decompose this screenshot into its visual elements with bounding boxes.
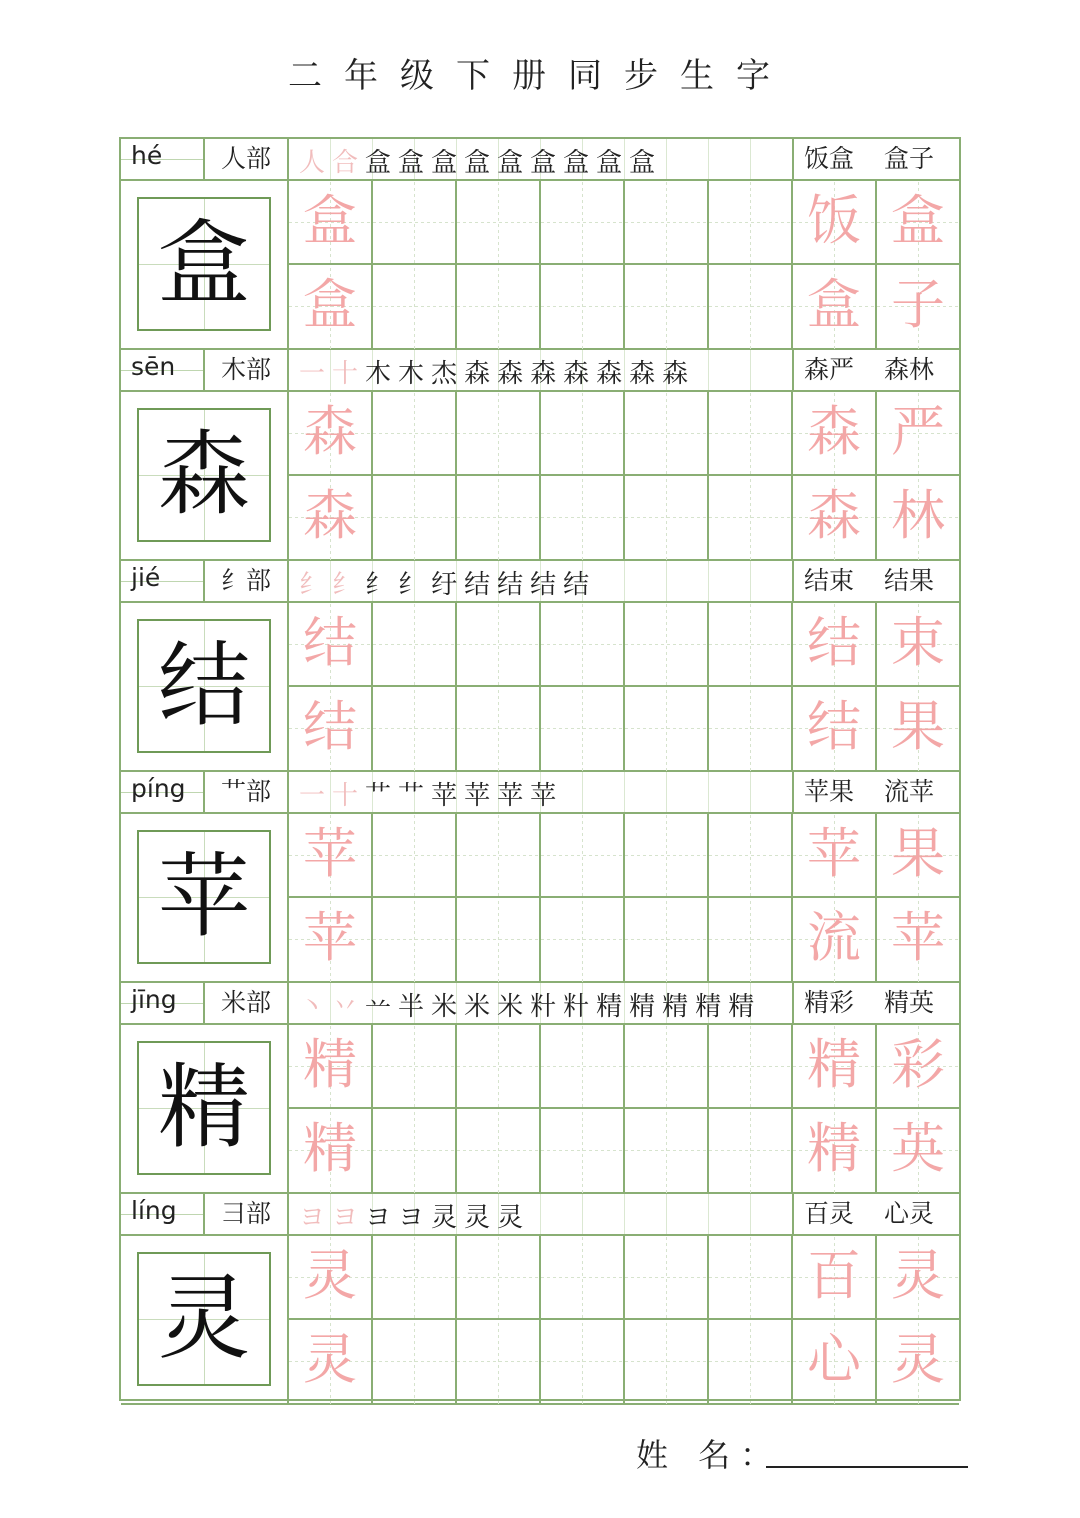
trace-word-character: 苹 <box>891 906 945 969</box>
stroke-step: 灵 <box>464 1203 498 1233</box>
practice-cell[interactable] <box>457 814 541 898</box>
practice-cell[interactable] <box>541 687 625 771</box>
practice-cell[interactable] <box>541 392 625 476</box>
stroke-order <box>299 564 596 601</box>
stroke-step: 一 <box>299 359 333 389</box>
model-character: 结 <box>157 632 250 739</box>
model-character-box <box>137 1252 271 1386</box>
trace-word-character: 结 <box>807 611 861 674</box>
model-character-box <box>137 619 271 753</box>
worksheet-grid <box>119 137 961 1401</box>
pinyin: píng <box>131 774 186 803</box>
info-row <box>121 561 959 603</box>
practice-cell[interactable] <box>625 603 709 687</box>
stroke-step: 盒 <box>563 148 597 178</box>
stroke-step: 盒 <box>464 148 498 178</box>
practice-cell[interactable] <box>625 687 709 771</box>
word-trace-cell[interactable] <box>793 181 877 265</box>
page-title: 二年级下册同步生字 <box>288 56 792 96</box>
pinyin: hé <box>131 141 163 170</box>
stroke-order-cell <box>289 561 794 601</box>
trace-word-character: 流 <box>807 906 861 969</box>
words-cell <box>794 1194 959 1234</box>
trace-cell[interactable] <box>289 1320 373 1404</box>
practice-cell[interactable] <box>373 1025 457 1109</box>
practice-cell[interactable] <box>709 1236 793 1320</box>
model-character-box <box>137 1041 271 1175</box>
stroke-step: 纟 <box>365 570 399 600</box>
trace-word-character: 果 <box>891 822 945 885</box>
practice-cell[interactable] <box>373 1109 457 1193</box>
practice-cell[interactable] <box>457 265 541 349</box>
practice-cell[interactable] <box>373 687 457 771</box>
practice-cell[interactable] <box>541 476 625 560</box>
practice-cell[interactable] <box>457 1320 541 1404</box>
stroke-step: 精 <box>629 992 663 1022</box>
radical: 彐部 <box>205 1194 289 1234</box>
practice-cell[interactable] <box>625 1320 709 1404</box>
stroke-step: 盒 <box>365 148 399 178</box>
practice-cell[interactable] <box>625 1109 709 1193</box>
practice-cell[interactable] <box>373 181 457 265</box>
word: 精英 <box>884 988 935 1017</box>
radical: 纟部 <box>205 561 289 601</box>
word: 森严 <box>804 355 855 384</box>
word: 森林 <box>884 355 935 384</box>
stroke-step: 杰 <box>431 359 465 389</box>
stroke-step: 纟 <box>398 570 432 600</box>
trace-word-character: 心 <box>807 1328 861 1391</box>
trace-word-character: 精 <box>807 1033 861 1096</box>
practice-cell[interactable] <box>541 814 625 898</box>
pinyin: líng <box>131 1196 177 1225</box>
practice-cell[interactable] <box>541 181 625 265</box>
stroke-step: ヨ <box>332 1203 366 1233</box>
word-trace-cell[interactable] <box>793 687 877 771</box>
trace-cell[interactable] <box>289 265 373 349</box>
stroke-step: 苹 <box>530 781 564 811</box>
stroke-step: 苹 <box>431 781 465 811</box>
stroke-step: 森 <box>497 359 531 389</box>
word: 结果 <box>884 566 935 595</box>
stroke-step: 结 <box>464 570 498 600</box>
model-character-area <box>121 392 289 559</box>
stroke-order <box>299 775 563 812</box>
character-block <box>121 561 959 772</box>
stroke-order <box>299 986 761 1023</box>
trace-word-character: 盒 <box>891 189 945 252</box>
practice-cell[interactable] <box>541 1109 625 1193</box>
practice-cell[interactable] <box>541 1236 625 1320</box>
practice-cell[interactable] <box>625 265 709 349</box>
trace-character: 精 <box>303 1033 357 1096</box>
stroke-step: 精 <box>695 992 729 1022</box>
practice-cell[interactable] <box>457 1025 541 1109</box>
trace-word-character: 饭 <box>807 189 861 252</box>
trace-cell[interactable] <box>289 687 373 771</box>
stroke-step: ヨ <box>299 1203 333 1233</box>
word-trace-cell[interactable] <box>877 1109 959 1193</box>
stroke-step: 森 <box>530 359 564 389</box>
stroke-step: 纟 <box>332 570 366 600</box>
practice-cell[interactable] <box>709 476 793 560</box>
practice-cell[interactable] <box>541 1025 625 1109</box>
practice-cell[interactable] <box>457 181 541 265</box>
practice-cell[interactable] <box>625 1025 709 1109</box>
radical: 木部 <box>205 350 289 390</box>
words-cell <box>794 772 959 812</box>
practice-cell[interactable] <box>457 603 541 687</box>
pinyin: jīng <box>131 985 177 1014</box>
practice-cell[interactable] <box>541 265 625 349</box>
words-cell <box>794 350 959 390</box>
stroke-order-cell <box>289 350 794 390</box>
pinyin: jié <box>131 563 161 592</box>
trace-cell[interactable] <box>289 181 373 265</box>
trace-word-character: 灵 <box>891 1244 945 1307</box>
model-character: 森 <box>157 421 250 528</box>
stroke-order <box>299 142 662 179</box>
practice-area <box>121 181 959 350</box>
trace-word-character: 百 <box>807 1244 861 1307</box>
name-field[interactable] <box>636 1430 782 1476</box>
trace-word-character: 森 <box>807 400 861 463</box>
trace-character: 苹 <box>303 906 357 969</box>
word: 精彩 <box>804 988 855 1017</box>
stroke-step: 森 <box>629 359 663 389</box>
stroke-step: 丶 <box>299 992 333 1022</box>
stroke-step: 森 <box>596 359 630 389</box>
words-cell <box>794 139 959 179</box>
stroke-order-cell <box>289 139 794 179</box>
word-trace-cell[interactable] <box>793 898 877 982</box>
word: 盒子 <box>884 144 935 173</box>
stroke-step: 精 <box>662 992 696 1022</box>
stroke-step: 米 <box>464 992 498 1022</box>
stroke-step: 籵 <box>530 992 564 1022</box>
trace-cell[interactable] <box>289 603 373 687</box>
stroke-step: 丷 <box>332 992 366 1022</box>
word-trace-cell[interactable] <box>877 1025 959 1109</box>
practice-cell[interactable] <box>541 898 625 982</box>
trace-cell[interactable] <box>289 1025 373 1109</box>
word-trace-cell[interactable] <box>877 814 959 898</box>
practice-area <box>121 1236 959 1405</box>
trace-cell[interactable] <box>289 476 373 560</box>
word-trace-cell[interactable] <box>793 1109 877 1193</box>
pinyin-cell <box>121 139 205 179</box>
word: 百灵 <box>804 1199 855 1228</box>
practice-cell[interactable] <box>457 476 541 560</box>
word-trace-cell[interactable] <box>877 265 959 349</box>
practice-cell[interactable] <box>373 898 457 982</box>
word-trace-cell[interactable] <box>877 603 959 687</box>
practice-cell[interactable] <box>373 603 457 687</box>
name-label: 姓 名： <box>636 1436 783 1474</box>
stroke-step: 苹 <box>497 781 531 811</box>
trace-word-character: 束 <box>891 611 945 674</box>
practice-cell[interactable] <box>709 898 793 982</box>
model-character-box <box>137 408 271 542</box>
pinyin-cell <box>121 983 205 1023</box>
word: 苹果 <box>804 777 855 806</box>
trace-character: 灵 <box>303 1244 357 1307</box>
word-trace-cell[interactable] <box>877 1320 959 1404</box>
character-block <box>121 983 959 1194</box>
practice-cell[interactable] <box>457 898 541 982</box>
trace-word-character: 灵 <box>891 1328 945 1391</box>
stroke-step: ヨ <box>398 1203 432 1233</box>
trace-character: 精 <box>303 1117 357 1180</box>
pinyin-cell <box>121 561 205 601</box>
info-row <box>121 139 959 181</box>
stroke-step: 森 <box>464 359 498 389</box>
practice-cell[interactable] <box>625 181 709 265</box>
practice-cell[interactable] <box>625 392 709 476</box>
practice-cell[interactable] <box>457 1109 541 1193</box>
model-character-area <box>121 1236 289 1403</box>
info-row <box>121 1194 959 1236</box>
pinyin-cell <box>121 350 205 390</box>
stroke-order <box>299 353 695 390</box>
practice-cell[interactable] <box>709 687 793 771</box>
character-block <box>121 350 959 561</box>
practice-cell[interactable] <box>709 814 793 898</box>
word-trace-cell[interactable] <box>793 1320 877 1404</box>
practice-cell[interactable] <box>373 476 457 560</box>
stroke-order-cell <box>289 983 794 1023</box>
practice-cell[interactable] <box>457 392 541 476</box>
trace-word-character: 彩 <box>891 1033 945 1096</box>
practice-cell[interactable] <box>709 1320 793 1404</box>
model-character: 苹 <box>157 843 250 950</box>
trace-cell[interactable] <box>289 898 373 982</box>
stroke-step: 纡 <box>431 570 465 600</box>
word-trace-cell[interactable] <box>793 1236 877 1320</box>
stroke-step: 盒 <box>431 148 465 178</box>
stroke-step: 十 <box>332 781 366 811</box>
stroke-step: 盒 <box>629 148 663 178</box>
stroke-step: 灵 <box>497 1203 531 1233</box>
word: 结束 <box>804 566 855 595</box>
trace-word-character: 英 <box>891 1117 945 1180</box>
practice-cell[interactable] <box>457 687 541 771</box>
stroke-step: 结 <box>497 570 531 600</box>
radical: 人部 <box>205 139 289 179</box>
info-row <box>121 983 959 1025</box>
practice-cell[interactable] <box>457 1236 541 1320</box>
trace-word-character: 子 <box>891 273 945 336</box>
practice-area <box>121 603 959 772</box>
pinyin-cell <box>121 1194 205 1234</box>
info-row <box>121 772 959 814</box>
stroke-step: 䒑 <box>365 992 399 1022</box>
practice-cell[interactable] <box>541 603 625 687</box>
trace-word-character: 果 <box>891 695 945 758</box>
practice-cell[interactable] <box>625 1236 709 1320</box>
stroke-step: 精 <box>596 992 630 1022</box>
stroke-step: 木 <box>398 359 432 389</box>
trace-cell[interactable] <box>289 1109 373 1193</box>
word-trace-cell[interactable] <box>793 476 877 560</box>
stroke-step: 精 <box>728 992 762 1022</box>
stroke-step: 艹 <box>365 781 399 811</box>
radical: 米部 <box>205 983 289 1023</box>
practice-cell[interactable] <box>709 1109 793 1193</box>
word: 心灵 <box>884 1199 935 1228</box>
stroke-step: 盒 <box>398 148 432 178</box>
practice-cell[interactable] <box>373 1320 457 1404</box>
stroke-step: 盒 <box>497 148 531 178</box>
words-cell <box>794 561 959 601</box>
practice-cell[interactable] <box>373 265 457 349</box>
stroke-step: 米 <box>431 992 465 1022</box>
trace-word-character: 苹 <box>807 822 861 885</box>
stroke-step: 苹 <box>464 781 498 811</box>
word-trace-cell[interactable] <box>877 1236 959 1320</box>
practice-cell[interactable] <box>709 181 793 265</box>
stroke-step: ヨ <box>365 1203 399 1233</box>
practice-cell[interactable] <box>709 1025 793 1109</box>
word-trace-cell[interactable] <box>793 1025 877 1109</box>
trace-character: 森 <box>303 484 357 547</box>
practice-area <box>121 392 959 561</box>
model-character: 盒 <box>157 210 250 317</box>
stroke-step: 艹 <box>398 781 432 811</box>
word-trace-cell[interactable] <box>793 265 877 349</box>
practice-cell[interactable] <box>709 265 793 349</box>
word: 流苹 <box>884 777 935 806</box>
trace-character: 盒 <box>303 273 357 336</box>
stroke-step: 森 <box>563 359 597 389</box>
word-trace-cell[interactable] <box>793 603 877 687</box>
trace-word-character: 严 <box>891 400 945 463</box>
practice-cell[interactable] <box>373 814 457 898</box>
stroke-order-cell <box>289 1194 794 1234</box>
word-trace-cell[interactable] <box>793 392 877 476</box>
practice-cell[interactable] <box>373 1236 457 1320</box>
model-character-area <box>121 814 289 981</box>
stroke-step: 十 <box>332 359 366 389</box>
trace-character: 灵 <box>303 1328 357 1391</box>
stroke-step: 盒 <box>596 148 630 178</box>
trace-word-character: 精 <box>807 1117 861 1180</box>
trace-character: 盒 <box>303 189 357 252</box>
word-trace-cell[interactable] <box>877 898 959 982</box>
word-trace-cell[interactable] <box>877 181 959 265</box>
trace-word-character: 森 <box>807 484 861 547</box>
model-character-area <box>121 1025 289 1192</box>
trace-character: 森 <box>303 400 357 463</box>
radical: 艹部 <box>205 772 289 812</box>
trace-word-character: 盒 <box>807 273 861 336</box>
stroke-step: 灵 <box>431 1203 465 1233</box>
word: 饭盒 <box>804 144 855 173</box>
pinyin: sēn <box>131 352 176 381</box>
practice-cell[interactable] <box>541 1320 625 1404</box>
words-cell <box>794 983 959 1023</box>
model-character-box <box>137 830 271 964</box>
stroke-step: 盒 <box>530 148 564 178</box>
character-block <box>121 139 959 350</box>
stroke-step: 米 <box>497 992 531 1022</box>
word-trace-cell[interactable] <box>877 392 959 476</box>
stroke-step: 纟 <box>299 570 333 600</box>
stroke-order <box>299 1197 530 1234</box>
stroke-step: 合 <box>332 148 366 178</box>
practice-cell[interactable] <box>625 814 709 898</box>
stroke-step: 森 <box>662 359 696 389</box>
pinyin-cell <box>121 772 205 812</box>
stroke-step: 半 <box>398 992 432 1022</box>
practice-area <box>121 1025 959 1194</box>
stroke-step: 结 <box>530 570 564 600</box>
model-character-area <box>121 181 289 348</box>
trace-character: 结 <box>303 695 357 758</box>
trace-character: 苹 <box>303 822 357 885</box>
trace-cell[interactable] <box>289 1236 373 1320</box>
model-character-box <box>137 197 271 331</box>
stroke-step: 一 <box>299 781 333 811</box>
word-trace-cell[interactable] <box>793 814 877 898</box>
stroke-order-cell <box>289 772 794 812</box>
info-row <box>121 350 959 392</box>
trace-character: 结 <box>303 611 357 674</box>
trace-cell[interactable] <box>289 392 373 476</box>
practice-cell[interactable] <box>373 392 457 476</box>
model-character: 精 <box>157 1054 250 1161</box>
word-trace-cell[interactable] <box>877 476 959 560</box>
trace-word-character: 结 <box>807 695 861 758</box>
practice-area <box>121 814 959 983</box>
stroke-step: 木 <box>365 359 399 389</box>
practice-cell[interactable] <box>625 476 709 560</box>
name-blank-line[interactable] <box>766 1466 968 1468</box>
stroke-step: 结 <box>563 570 597 600</box>
trace-word-character: 林 <box>891 484 945 547</box>
word-trace-cell[interactable] <box>877 687 959 771</box>
practice-cell[interactable] <box>625 898 709 982</box>
character-block <box>121 772 959 983</box>
practice-cell[interactable] <box>709 603 793 687</box>
model-character-area <box>121 603 289 770</box>
character-block <box>121 1194 959 1405</box>
stroke-step: 籵 <box>563 992 597 1022</box>
practice-cell[interactable] <box>709 392 793 476</box>
trace-cell[interactable] <box>289 814 373 898</box>
stroke-step: 人 <box>299 148 333 178</box>
model-character: 灵 <box>157 1265 250 1372</box>
